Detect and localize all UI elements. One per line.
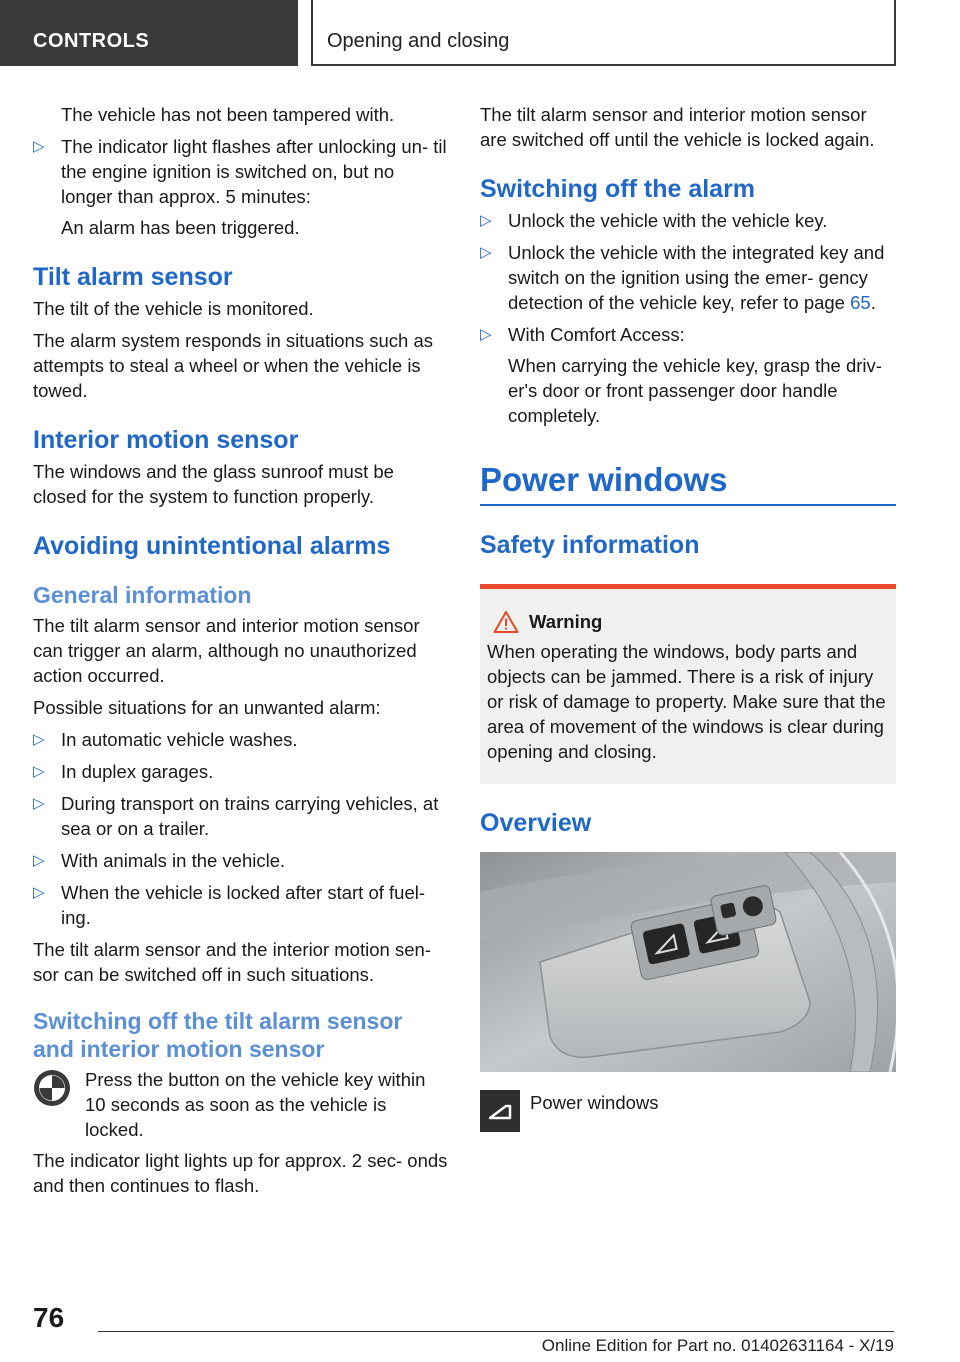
- list-item-text: In duplex garages.: [61, 761, 214, 782]
- list-item-text: In automatic vehicle washes.: [61, 729, 298, 750]
- heading-tilt-alarm: Tilt alarm sensor: [33, 263, 233, 291]
- key-instruction-text: Press the button on the vehicle key within 10 seconds as soon as the vehicle is locked.: [85, 1069, 426, 1140]
- warning-header: [487, 609, 888, 634]
- list-item: [480, 208, 896, 233]
- paragraph: The tilt alarm sensor and interior motion sensor can trigger an alarm, although no unauthorized action occurred.: [33, 615, 420, 686]
- warning-title: Warning: [529, 611, 603, 632]
- paragraph: The vehicle has not been tampered with.: [61, 104, 395, 125]
- triangle-bullet-icon: ▷: [480, 212, 492, 229]
- list-item: [33, 727, 449, 752]
- triangle-bullet-icon: ▷: [33, 884, 45, 901]
- vehicle-key-button-icon: [33, 1069, 71, 1107]
- list-item: [33, 759, 449, 784]
- triangle-bullet-icon: ▷: [33, 852, 45, 869]
- triangle-bullet-icon: ▷: [33, 731, 45, 748]
- heading-interior-motion: Interior motion sensor: [33, 426, 299, 454]
- power-windows-photo: [480, 852, 896, 1072]
- paragraph: Possible situations for an unwanted alarm:: [33, 697, 381, 718]
- warning-box: [480, 584, 896, 784]
- paragraph: The tilt of the vehicle is monitored.: [33, 298, 314, 319]
- triangle-bullet-icon: ▷: [33, 763, 45, 780]
- heading-power-windows: Power windows: [480, 460, 896, 506]
- triangle-bullet-icon: ▷: [33, 138, 45, 155]
- list-item-continuation: When carrying the vehicle key, grasp the driv- er's door or front passenger door handle completely.: [508, 355, 882, 426]
- list-item: [33, 848, 449, 873]
- heading-safety-information: Safety information: [480, 531, 700, 559]
- photo-caption: [480, 1090, 896, 1132]
- page-reference-link[interactable]: 65: [850, 292, 871, 313]
- warning-text: When operating the windows, body parts and objects can be jammed. There is a risk of injury or risk of damage to property. Make sure that the area of movement of the windows is clear during opening and closing.: [487, 641, 886, 762]
- header-section-tab: [0, 0, 298, 66]
- list-item: [33, 791, 449, 841]
- paragraph: The windows and the glass sunroof must be closed for the system to function properly.: [33, 461, 394, 507]
- header-chapter-tab: [311, 0, 896, 66]
- triangle-bullet-icon: ▷: [33, 795, 45, 812]
- page-number: 76: [33, 1302, 65, 1333]
- footer-edition: Online Edition for Part no. 01402631164 - X/19: [541, 1336, 894, 1355]
- list-item: [33, 134, 449, 240]
- triangle-bullet-icon: ▷: [480, 244, 492, 261]
- list-item: [480, 322, 896, 428]
- list-item-text: With animals in the vehicle.: [61, 850, 286, 871]
- heading-switch-off-alarm: Switching off the alarm: [480, 175, 756, 203]
- footer-divider: [98, 1331, 894, 1332]
- list-item-text: When the vehicle is locked after start of fuel- ing.: [61, 882, 426, 928]
- paragraph: The tilt alarm sensor and the interior motion sen- sor can be switched off in such situations.: [33, 939, 431, 985]
- list-item-text: During transport on trains carrying vehicles, at sea or on a trailer.: [61, 793, 439, 839]
- list-item-text: The indicator light flashes after unlocking un- til the engine ignition is switched on, but no longer than approx. 5 minutes:: [61, 136, 447, 207]
- warning-triangle-icon: [493, 610, 519, 634]
- triangle-bullet-icon: ▷: [480, 326, 492, 343]
- header-chapter-label: Opening and closing: [327, 30, 510, 52]
- paragraph: The alarm system responds in situations such as attempts to steal a wheel or when the vehicle is towed.: [33, 330, 433, 401]
- list-item: ▷ Unlock the vehicle with the integrated key and switch on the ignition using the emer- gency detection of the vehicle key, refer to page 65.: [480, 242, 885, 313]
- power-window-symbol-icon: [480, 1090, 520, 1132]
- heading-avoiding-alarms: Avoiding unintentional alarms: [33, 532, 391, 560]
- key-instruction: [33, 1067, 449, 1142]
- caption-text: Power windows: [530, 1092, 659, 1113]
- heading-overview: Overview: [480, 809, 592, 837]
- list-item-text: With Comfort Access:: [508, 324, 685, 345]
- list-item-continuation: An alarm has been triggered.: [61, 217, 300, 238]
- list-item-text: Unlock the vehicle with the vehicle key.: [508, 210, 828, 231]
- heading-general-information: General information: [33, 582, 252, 608]
- list-item: [33, 880, 449, 930]
- heading-switch-off-sensor: Switching off the tilt alarm sensor and interior motion sensor: [33, 1008, 403, 1062]
- paragraph: The indicator light lights up for approx. 2 sec- onds and then continues to flash.: [33, 1150, 448, 1196]
- header-section-label: CONTROLS: [33, 30, 150, 52]
- list-item-text: Unlock the vehicle with the integrated key and switch on the ignition using the emer- gency detection of the vehicle key, refer to page: [508, 242, 885, 313]
- left-column: [33, 102, 449, 1205]
- right-column: [480, 102, 896, 1132]
- paragraph: The tilt alarm sensor and interior motion sensor are switched off until the vehicle is locked again.: [480, 104, 875, 150]
